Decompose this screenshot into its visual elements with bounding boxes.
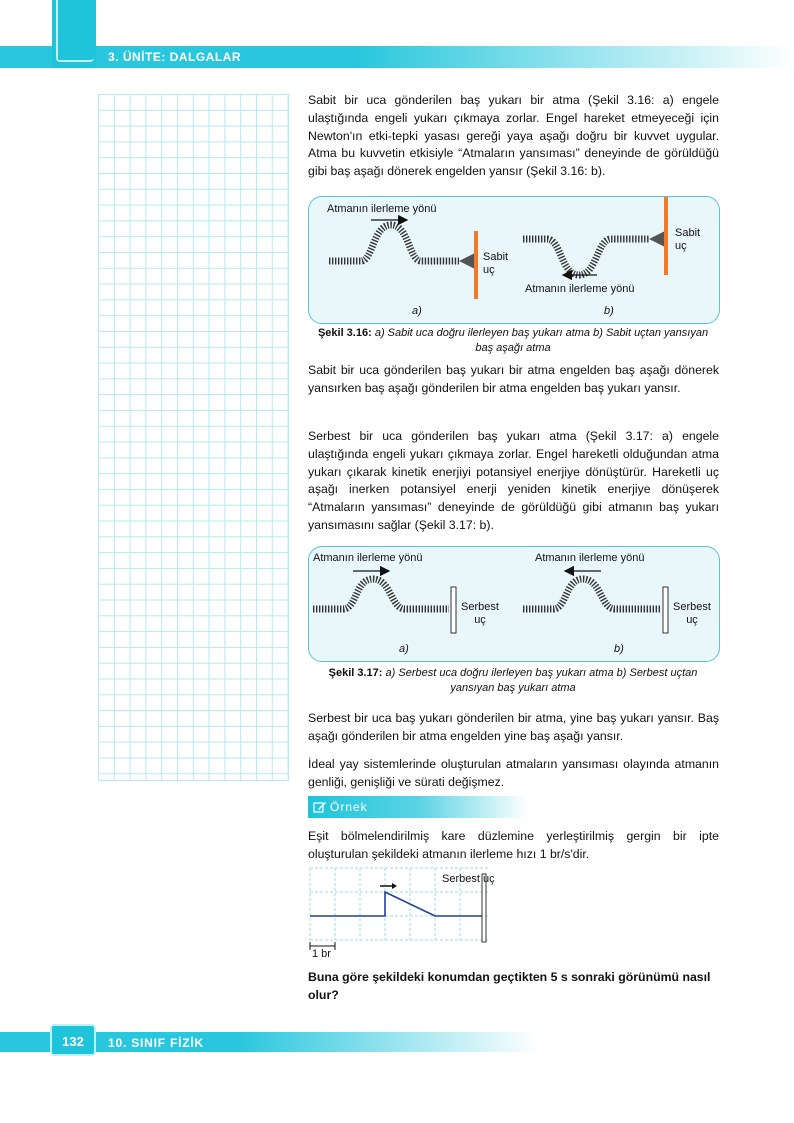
fig317-sub-a: a) xyxy=(399,643,409,655)
example-arrow-head xyxy=(392,883,397,889)
caption-316-label: Şekil 3.16: xyxy=(317,327,372,339)
cone-a xyxy=(459,253,475,269)
paragraph-1: Sabit bir uca gönderilen baş yukarı bir atma (Şekil 3.16: a) engele ulaştığında engeli yukarı çıkmaya zorlar. Engel hareket etmeyeceği için Newton'ın etki-tepki yasası gereği yaya aşağı doğru bir kuvvet uygular. Atma bu kuvvetin etkisiyle “Atmaların yansıması” deneyinde de görüldüğü gibi baş aşağı dönerek engelden yansır (Şekil 3.16: b). xyxy=(308,93,719,179)
fig316-sub-b: b) xyxy=(604,305,614,317)
fig316-b-end-label: Sabit uç xyxy=(675,227,701,252)
example-end-label: Serbest uç xyxy=(442,873,495,885)
header-tab xyxy=(52,0,96,68)
example-question: Buna göre şekildeki konumdan geçtikten 5 s sonraki görünümü nasıl olur? xyxy=(308,970,711,1002)
free-end-rod-b xyxy=(663,587,668,633)
paragraph-4: Serbest bir uca baş yukarı gönderilen bir atma, yine baş yukarı yansır. Baş aşağı gönderilen bir atma engelden yine baş aşağı yansır. xyxy=(308,711,719,743)
example-unit-label: 1 br xyxy=(312,948,331,960)
caption-316-text: a) Sabit uca doğru ilerleyen baş yukarı atma b) Sabit uçtan yansıyan baş aşağı atma xyxy=(371,327,709,354)
fixed-end-a xyxy=(474,231,478,299)
figure-3-17-caption xyxy=(308,666,718,696)
spring-b-free xyxy=(523,579,661,609)
fig317-b-direction-label: Atmanın ilerleme yönü xyxy=(535,552,645,564)
pencil-icon xyxy=(313,800,327,814)
caption-317-label: Şekil 3.17: xyxy=(328,667,383,679)
spring-a-up-pulse xyxy=(329,225,459,261)
figure-3-17 xyxy=(308,546,720,662)
fig317-b-end-label: Serbest uç xyxy=(673,601,711,626)
fig317-sub-b: b) xyxy=(614,643,624,655)
fig316-a-direction-label: Atmanın ilerleme yönü xyxy=(327,203,437,215)
fig317-a-end-label: Serbest uç xyxy=(461,601,499,626)
paragraph-3: Serbest bir uca gönderilen baş yukarı atma (Şekil 3.17: a) engele ulaştığında engeli yukarı çıkmaya zorlar. Engel hareketli olduğundan atma yukarı çıkarak kinetik enerjiyi potansiyel enerjiye dönüştürür. Hareketli uç aşağı inerken potansiyel enerji yeniden kinetik enerjiye dönüşerek “Atmaların yansıması” deneyinde de görüldüğü gibi atmanın baş yukarı yansımasını sağlar (Şekil 3.17: b). xyxy=(308,429,719,532)
note-grid xyxy=(98,94,289,781)
fig316-a-end-label: Sabit uç xyxy=(483,251,509,276)
paragraph-5: İdeal yay sistemlerinde oluşturulan atmaların yansıması olayında atmanın genliği, genişliği ve sürati değişmez. xyxy=(308,757,719,789)
caption-317-text: a) Serbest uca doğru ilerleyen baş yukarı atma b) Serbest uçtan yansıyan baş yukarı atma xyxy=(382,667,698,694)
spring-a-free xyxy=(313,579,449,609)
page-number: 132 xyxy=(62,1034,84,1049)
fig316-b-direction-label: Atmanın ilerleme yönü xyxy=(525,283,635,295)
figure-3-16 xyxy=(308,196,720,324)
paragraph-2: Sabit bir uca gönderilen baş yukarı bir atma engelden baş aşağı dönerek yansırken baş aşağı gönderilen bir atma engelden baş yukarı yansır. xyxy=(308,363,719,395)
figure-3-16-caption xyxy=(308,326,718,356)
fixed-end-b xyxy=(664,197,668,275)
fig316-sub-a: a) xyxy=(412,305,422,317)
fig317-a-direction-label: Atmanın ilerleme yönü xyxy=(313,552,423,564)
free-end-rod-a xyxy=(451,587,456,633)
example-pulse-line xyxy=(310,892,484,916)
cone-b xyxy=(649,231,665,247)
example-label: Örnek xyxy=(330,800,368,814)
paragraph-6: Eşit bölmelendirilmiş kare düzlemine yerleştirilmiş gergin bir ipte oluşturulan şekildeki atmanın ilerleme hızı 1 br/s'dir. xyxy=(308,829,719,861)
book-title: 10. SINIF FİZİK xyxy=(108,1036,205,1050)
unit-title: 3. ÜNİTE: DALGALAR xyxy=(108,50,241,64)
spring-b-down-pulse xyxy=(523,239,649,275)
